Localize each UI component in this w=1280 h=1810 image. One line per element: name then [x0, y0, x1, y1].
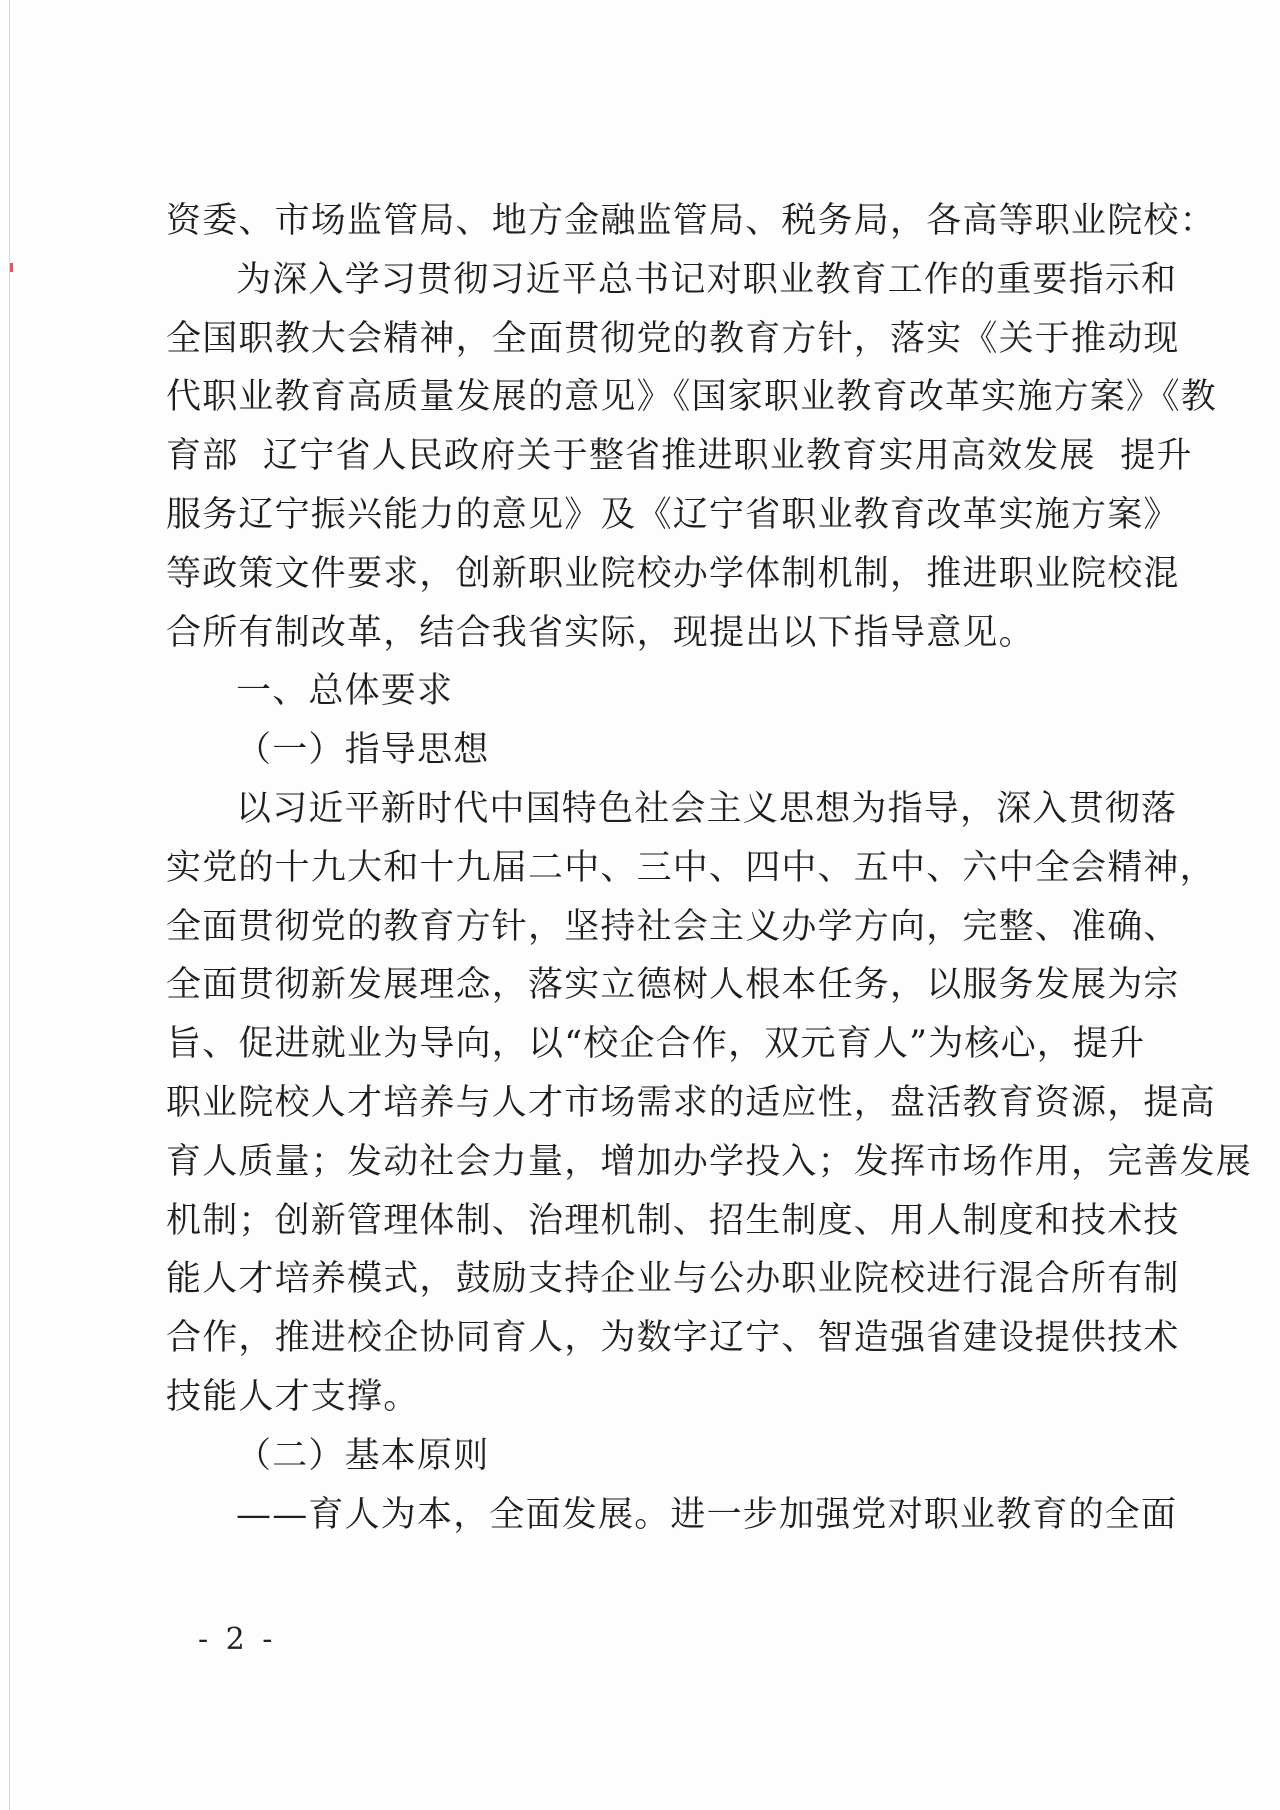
paragraph-line: 技能人才支撑。	[166, 1376, 420, 1417]
paragraph-line: 资委、市场监管局、地方金融监管局、税务局，各高等职业院校：	[166, 201, 1216, 241]
subsection-heading: （一）指导思想	[236, 730, 490, 771]
document-body	[166, 192, 1253, 1544]
red-margin-mark	[10, 263, 13, 272]
page-number: - 2 -	[198, 1622, 277, 1657]
paragraph-line: 旨、促进就业为导向，以“校企合作，双元育人”为核心，提升	[166, 1024, 1146, 1065]
paragraph-line: 机制；创新管理体制、治理机制、招生制度、用人制度和技术技	[166, 1200, 1180, 1241]
paragraph-line: 合所有制改革，结合我省实际，现提出以下指导意见。	[166, 612, 1035, 653]
paragraph-line: 全面贯彻新发展理念，落实立德树人根本任务，以服务发展为宗	[166, 965, 1180, 1006]
paragraph-line: 全面贯彻党的教育方针，坚持社会主义办学方向，完整、准确、	[166, 906, 1180, 947]
paragraph-line: 育人质量；发动社会力量，增加办学投入；发挥市场作用，完善发展	[166, 1141, 1253, 1182]
paragraph-line: 职业院校人才培养与人才市场需求的适应性，盘活教育资源，提高	[166, 1082, 1216, 1123]
paragraph-line: 等政策文件要求，创新职业院校办学体制机制，推进职业院校混	[166, 553, 1180, 594]
paragraph-line: 全国职教大会精神，全面贯彻党的教育方针，落实《关于推动现	[166, 318, 1180, 359]
paragraph-line: 能人才培养模式，鼓励支持企业与公办职业院校进行混合所有制	[166, 1259, 1180, 1300]
paragraph-line: 实党的十九大和十九届二中、三中、四中、五中、六中全会精神，	[166, 847, 1216, 888]
paragraph-line: ——育人为本，全面发展。进一步加强党对职业教育的全面	[236, 1494, 1178, 1535]
paragraph-line: 服务辽宁振兴能力的意见》及《辽宁省职业教育改革实施方案》	[166, 494, 1180, 535]
paragraph-line: 育部 辽宁省人民政府关于整省推进职业教育实用高效发展 提升	[166, 436, 1193, 477]
paragraph-line: 以习近平新时代中国特色社会主义思想为指导，深入贯彻落	[236, 788, 1178, 829]
paragraph-line: 为深入学习贯彻习近平总书记对职业教育工作的重要指示和	[236, 259, 1178, 300]
paragraph-line: 代职业教育高质量发展的意见》《国家职业教育改革实施方案》《教	[166, 377, 1218, 418]
subsection-heading: （二）基本原则	[236, 1435, 490, 1476]
paragraph-line: 合作，推进校企协同育人，为数字辽宁、智造强省建设提供技术	[166, 1318, 1180, 1359]
section-heading: 一、总体要求	[236, 671, 454, 712]
